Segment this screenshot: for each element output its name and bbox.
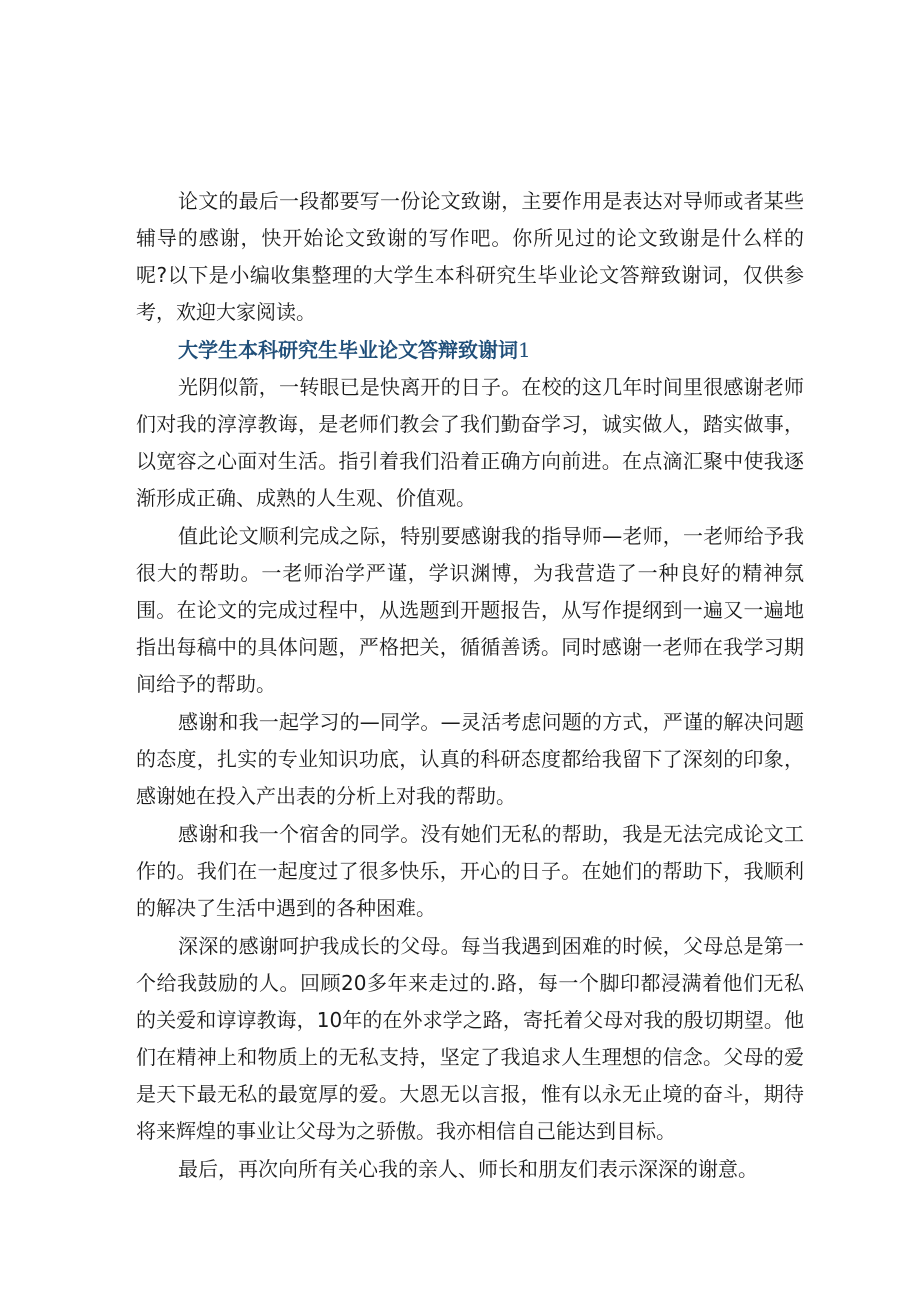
body-paragraph-5: 深深的感谢呵护我成长的父母。每当我遇到困难的时候，父母总是第一个给我鼓励的人。回顾20多年来走过的.路，每一个脚印都浸满着他们无私的关爱和谆谆教诲，10年的在外求学之路，寄托着父母对我的殷切期望。他们在精神上和物质上的无私支持，坚定了我追求人生理想的信念。父母的爱是天下最无私的最宽厚的爱。大恩无以言报，惟有以永无止境的奋斗，期待将来辉煌的事业让父母为之骄傲。我亦相信自己能达到目标。 [136,934,804,1143]
intro-paragraph: 论文的最后一段都要写一份论文致谢，主要作用是表达对导师或者某些辅导的感谢，快开始论文致谢的写作吧。你所见过的论文致谢是什么样的呢?以下是小编收集整理的大学生本科研究生毕业论文答辩致谢词，仅供参考，欢迎大家阅读。 [136,189,804,324]
body-paragraph-1: 光阴似箭，一转眼已是快离开的日子。在校的这几年时间里很感谢老师们对我的淳淳教诲，是老师们教会了我们勤奋学习，诚实做人，踏实做事，以宽容之心面对生活。指引着我们沿着正确方向前进。在点滴汇聚中使我逐渐形成正确、成熟的人生观、价值观。 [136,375,804,510]
body-paragraph-6: 最后，再次向所有关心我的亲人、师长和朋友们表示深深的谢意。 [178,1157,758,1181]
section-heading [136,332,804,369]
section-heading-text: 大学生本科研究生毕业论文答辩致谢词 [178,338,518,362]
body-paragraph-2: 值此论文顺利完成之际，特别要感谢我的指导师—老师，一老师给予我很大的帮助。一老师治学严谨，学识渊博，为我营造了一种良好的精神氛围。在论文的完成过程中，从选题到开题报告，从写作提纲到一遍又一遍地指出每稿中的具体问题，严格把关，循循善诱。同时感谢一老师在我学习期间给予的帮助。 [136,524,804,696]
document-body [136,183,804,1189]
section-heading-number: 1 [518,338,531,362]
body-paragraph-4: 感谢和我一个宿舍的同学。没有她们无私的帮助，我是无法完成论文工作的。我们在一起度过了很多快乐，开心的日子。在她们的帮助下，我顺利的解决了生活中遇到的各种困难。 [136,822,804,920]
body-paragraph-3: 感谢和我一起学习的—同学。—灵活考虑问题的方式，严谨的解决问题的态度，扎实的专业知识功底，认真的科研态度都给我留下了深刻的印象，感谢她在投入产出表的分析上对我的帮助。 [136,710,804,808]
